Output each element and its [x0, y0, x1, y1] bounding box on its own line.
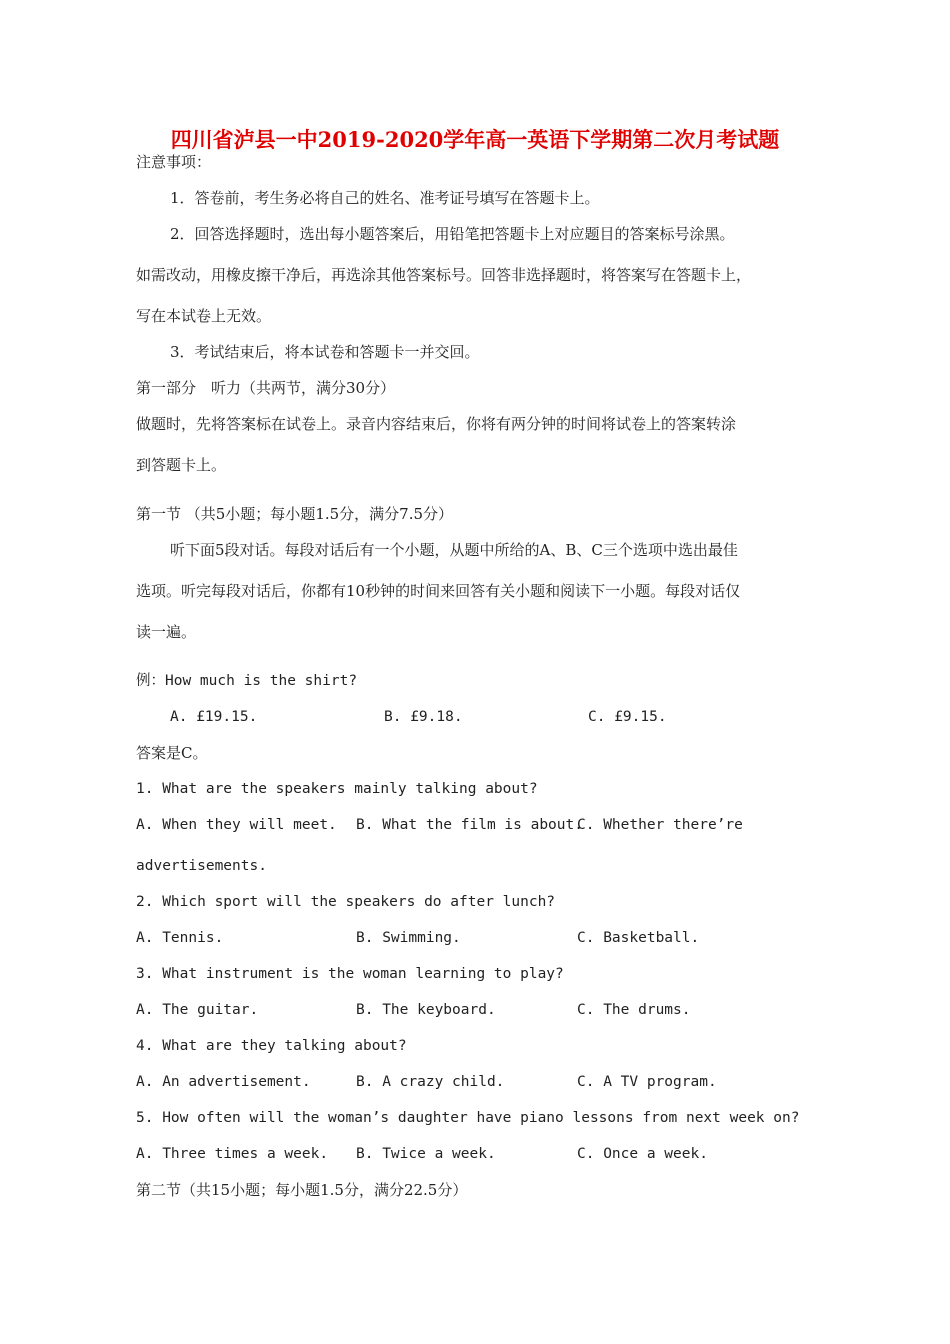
notice-item-2-line-2: 如需改动，用橡皮擦干净后，再选涂其他答案标号。回答非选择题时，将答案写在答题卡上，: [136, 266, 752, 284]
question-3: 3. What instrument is the woman learning to play?: [136, 966, 564, 982]
question-1-option-a: A. When they will meet.: [136, 817, 337, 833]
notice-heading: 注意事项：: [136, 153, 212, 171]
question-5-option-a: A. Three times a week.: [136, 1146, 329, 1162]
part1-heading: 第一部分 听力（共两节，满分30分）: [136, 379, 396, 397]
section1-instruction-line-3: 读一遍。: [136, 623, 197, 641]
question-4-option-a: A. An advertisement.: [136, 1074, 311, 1090]
question-4-option-b: B. A crazy child.: [356, 1074, 505, 1090]
question-4: 4. What are they talking about?: [136, 1038, 407, 1054]
notice-item-1: 1．答卷前，考生务必将自己的姓名、准考证号填写在答题卡上。: [170, 189, 600, 207]
section2-heading: 第二节（共15小题；每小题1.5分，满分22.5分）: [136, 1181, 468, 1199]
question-1-option-c: C. Whether there’re: [577, 817, 743, 833]
question-1: 1. What are the speakers mainly talking about?: [136, 781, 538, 797]
notice-item-3: 3．考试结束后，将本试卷和答题卡一并交回。: [170, 343, 480, 361]
notice-item-2-line-1: 2．回答选择题时，选出每小题答案后，用铅笔把答题卡上对应题目的答案标号涂黑。: [170, 225, 735, 243]
question-5-option-b: B. Twice a week.: [356, 1146, 496, 1162]
example-option-c: C. £9.15.: [588, 709, 667, 725]
question-2: 2. Which sport will the speakers do after lunch?: [136, 894, 556, 910]
question-3-option-c: C. The drums.: [577, 1002, 691, 1018]
example-question: 例：How much is the shirt?: [136, 673, 358, 689]
example-answer: 答案是C。: [136, 744, 208, 762]
question-1-option-b: B. What the film is about.: [356, 817, 583, 833]
part1-instruction-line-2: 到答题卡上。: [136, 456, 227, 474]
question-2-option-b: B. Swimming.: [356, 930, 461, 946]
question-1-option-c-continued: advertisements.: [136, 858, 267, 874]
example-option-b: B. £9.18.: [384, 709, 463, 725]
question-2-option-a: A. Tennis.: [136, 930, 224, 946]
question-3-option-b: B. The keyboard.: [356, 1002, 496, 1018]
question-3-option-a: A. The guitar.: [136, 1002, 259, 1018]
section1-heading: 第一节 （共5小题；每小题1.5分，满分7.5分）: [136, 505, 454, 523]
section1-instruction-line-2: 选项。听完每段对话后，你都有10秒钟的时间来回答有关小题和阅读下一小题。每段对话仅: [136, 582, 741, 600]
notice-item-2-line-3: 写在本试卷上无效。: [136, 307, 272, 325]
page-title: 四川省泸县一中2019-2020学年高一英语下学期第二次月考试题: [170, 127, 780, 152]
part1-instruction-line-1: 做题时，先将答案标在试卷上。录音内容结束后，你将有两分钟的时间将试卷上的答案转涂: [136, 415, 737, 433]
question-2-option-c: C. Basketball.: [577, 930, 700, 946]
question-5: 5. How often will the woman’s daughter have piano lessons from next week on?: [136, 1110, 800, 1126]
section1-instruction-line-1: 听下面5段对话。每段对话后有一个小题，从题中所给的A、B、C三个选项中选出最佳: [170, 541, 738, 559]
question-4-option-c: C. A TV program.: [577, 1074, 717, 1090]
question-5-option-c: C. Once a week.: [577, 1146, 708, 1162]
example-option-a: A. £19.15.: [170, 709, 258, 725]
